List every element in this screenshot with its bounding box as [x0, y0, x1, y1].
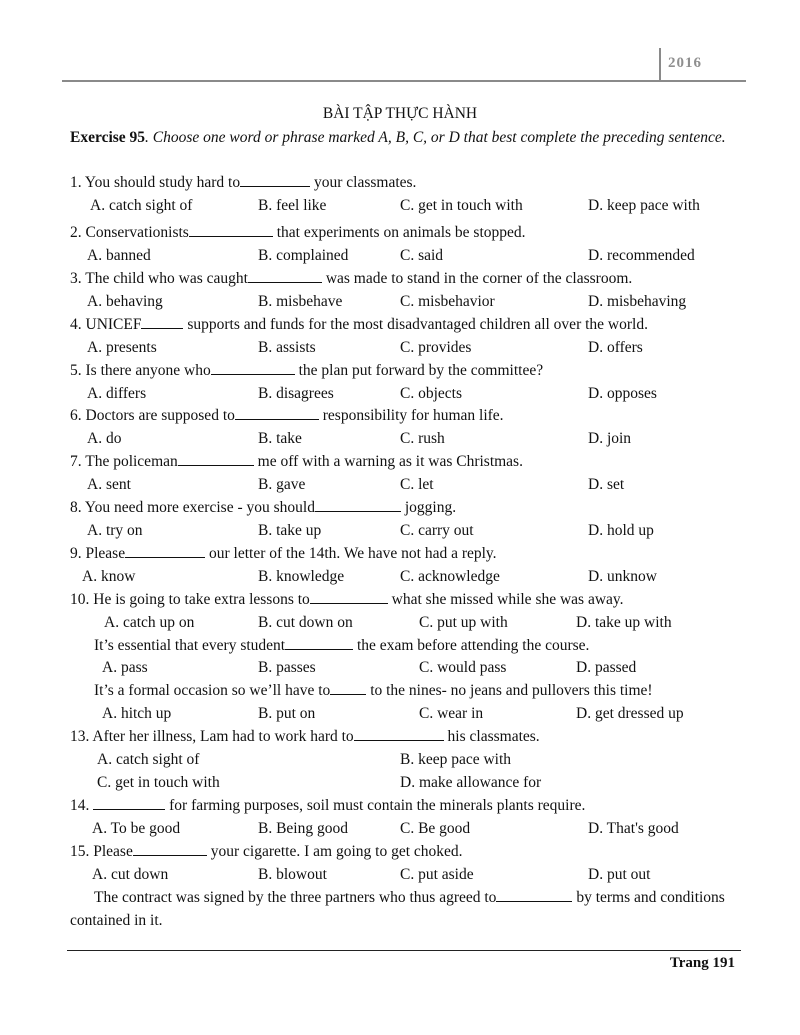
question-4: [70, 315, 648, 335]
question-3-text-a: 3. The child who was caught: [70, 270, 248, 287]
answer-blank: [141, 315, 183, 329]
option-c: C. carry out: [400, 522, 474, 539]
option-b: B. knowledge: [258, 568, 345, 585]
option-b: B. keep pace with: [400, 751, 512, 768]
exercise-instruction: [70, 127, 750, 149]
option-c: C. put up with: [419, 614, 508, 631]
option-b: B. blowout: [258, 866, 327, 883]
option-c: C. acknowledge: [400, 568, 500, 585]
question-15-text-b: your cigarette. I am going to get choked.: [206, 843, 463, 860]
option-c: C. rush: [400, 430, 445, 447]
answer-blank: [235, 406, 319, 420]
option-a: A. sent: [87, 476, 131, 493]
option-a: A. know: [82, 568, 136, 585]
answer-blank: [354, 727, 444, 741]
question-16-text-b: by terms and conditions contained in it.: [70, 889, 725, 929]
question-8-text-b: jogging.: [400, 499, 457, 516]
option-b: B. feel like: [258, 197, 327, 214]
question-4-text-a: 4. UNICEF: [70, 316, 142, 333]
option-b: B. misbehave: [258, 293, 343, 310]
option-d: D. set: [588, 476, 625, 493]
option-d: D. take up with: [576, 614, 672, 631]
answer-blank: [93, 796, 165, 810]
option-c: C. get in touch with: [97, 774, 220, 791]
header-rule: [62, 80, 746, 82]
option-b: B. assists: [258, 339, 316, 356]
option-a: A. differs: [87, 385, 147, 402]
option-a: A. banned: [87, 247, 151, 264]
option-d: D. misbehaving: [588, 293, 687, 310]
option-c: C. misbehavior: [400, 293, 495, 310]
question-13-text-b: his classmates.: [443, 728, 540, 745]
option-d: D. keep pace with: [588, 197, 700, 214]
question-6: [70, 406, 504, 426]
question-12-text-a: It’s a formal occasion so we’ll have to: [94, 682, 331, 699]
question-7: [70, 452, 523, 472]
question-11: [94, 636, 589, 656]
question-9: [70, 544, 497, 564]
question-2: [70, 223, 526, 243]
exercise-label: Exercise 95: [70, 129, 146, 146]
exercise-instruction-text: . Choose one word or phrase marked A, B, C, or D that best complete the preceding sentence.: [145, 129, 726, 146]
question-2-text-a: 2. Conservationists: [70, 224, 189, 241]
question-9-text-b: our letter of the 14th. We have not had a reply.: [205, 545, 497, 562]
option-b: B. take up: [258, 522, 322, 539]
option-c: C. objects: [400, 385, 462, 402]
question-12: [94, 681, 653, 701]
option-a: A. behaving: [87, 293, 163, 310]
answer-blank: [125, 544, 205, 558]
question-4-text-b: supports and funds for the most disadvantaged children all over the world.: [183, 316, 648, 333]
footer-rule: [67, 950, 741, 951]
option-d: D. get dressed up: [576, 705, 684, 722]
option-c: C. Be good: [400, 820, 471, 837]
question-5-text-b: the plan put forward by the committee?: [294, 362, 544, 379]
option-c: C. said: [400, 247, 444, 264]
question-10-text-a: 10. He is going to take extra lessons to: [70, 591, 310, 608]
question-15-text-a: 15. Please: [70, 843, 133, 860]
page-number: Trang 191: [669, 955, 735, 971]
option-a: A. catch up on: [104, 614, 195, 631]
question-13: [70, 727, 540, 747]
option-d: D. join: [588, 430, 632, 447]
question-8-text-a: 8. You need more exercise - you should: [70, 499, 315, 516]
header-divider-tick: [659, 48, 661, 81]
answer-blank: [496, 888, 572, 902]
answer-blank: [285, 636, 353, 650]
question-7-text-a: 7. The policeman: [70, 453, 178, 470]
question-2-text-b: that experiments on animals be stopped.: [272, 224, 526, 241]
answer-blank: [315, 498, 401, 512]
option-d: D. unknow: [588, 568, 657, 585]
answer-blank: [178, 452, 254, 466]
question-14: [70, 796, 585, 816]
question-1: [70, 173, 416, 193]
question-14-text-a: 14.: [70, 797, 94, 814]
option-b: B. disagrees: [258, 385, 334, 402]
answer-blank: [310, 590, 388, 604]
option-a: A. cut down: [92, 866, 169, 883]
option-c: C. put aside: [400, 866, 474, 883]
question-1-text-a: 1. You should study hard to: [70, 174, 241, 191]
question-3: [70, 269, 632, 289]
question-16-text-a: The contract was signed by the three partners who thus agreed to: [94, 889, 497, 906]
answer-blank: [240, 173, 310, 187]
option-d: D. put out: [588, 866, 651, 883]
question-9-text-a: 9. Please: [70, 545, 126, 562]
option-a: A. presents: [87, 339, 157, 356]
question-12-text-b: to the nines- no jeans and pullovers this time!: [366, 682, 653, 699]
answer-blank: [133, 842, 207, 856]
option-d: D. passed: [576, 659, 637, 676]
question-13-text-a: 13. After her illness, Lam had to work hard to: [70, 728, 354, 745]
option-b: B. complained: [258, 247, 349, 264]
answer-blank: [189, 223, 273, 237]
question-5-text-a: 5. Is there anyone who: [70, 362, 211, 379]
option-b: B. gave: [258, 476, 306, 493]
option-c: C. get in touch with: [400, 197, 523, 214]
option-c: C. would pass: [419, 659, 507, 676]
option-d: D. make allowance for: [400, 774, 542, 791]
option-c: C. let: [400, 476, 434, 493]
option-c: C. provides: [400, 339, 472, 356]
option-a: A. try on: [87, 522, 143, 539]
question-10-text-b: what she missed while she was away.: [387, 591, 624, 608]
option-b: B. cut down on: [258, 614, 353, 631]
option-a: A. hitch up: [102, 705, 172, 722]
option-a: A. catch sight of: [90, 197, 193, 214]
option-a: A. do: [87, 430, 122, 447]
question-14-text-b: for farming purposes, soil must contain the minerals plants require.: [165, 797, 586, 814]
option-b: B. Being good: [258, 820, 348, 837]
option-d: D. offers: [588, 339, 643, 356]
header-year: 2016: [668, 55, 702, 71]
question-8: [70, 498, 456, 518]
question-3-text-b: was made to stand in the corner of the classroom.: [321, 270, 633, 287]
answer-blank: [330, 681, 366, 695]
option-b: B. take: [258, 430, 302, 447]
question-10: [70, 590, 624, 610]
option-a: A. To be good: [92, 820, 181, 837]
answer-blank: [211, 361, 295, 375]
option-d: D. opposes: [588, 385, 657, 402]
option-d: D. hold up: [588, 522, 654, 539]
question-16: [70, 886, 740, 932]
question-11-text-b: the exam before attending the course.: [353, 637, 590, 654]
page-title: BÀI TẬP THỰC HÀNH: [322, 105, 478, 122]
option-a: A. catch sight of: [97, 751, 200, 768]
question-11-text-a: It’s essential that every student: [94, 637, 286, 654]
option-b: B. passes: [258, 659, 316, 676]
option-d: D. recommended: [588, 247, 695, 264]
option-c: C. wear in: [419, 705, 484, 722]
option-b: B. put on: [258, 705, 316, 722]
question-1-text-b: your classmates.: [310, 174, 417, 191]
answer-blank: [248, 269, 322, 283]
option-a: A. pass: [102, 659, 148, 676]
option-d: D. That's good: [588, 820, 679, 837]
question-7-text-b: me off with a warning as it was Christmas.: [253, 453, 523, 470]
question-6-text-b: responsibility for human life.: [318, 407, 504, 424]
question-15: [70, 842, 463, 862]
question-5: [70, 361, 543, 381]
question-6-text-a: 6. Doctors are supposed to: [70, 407, 235, 424]
